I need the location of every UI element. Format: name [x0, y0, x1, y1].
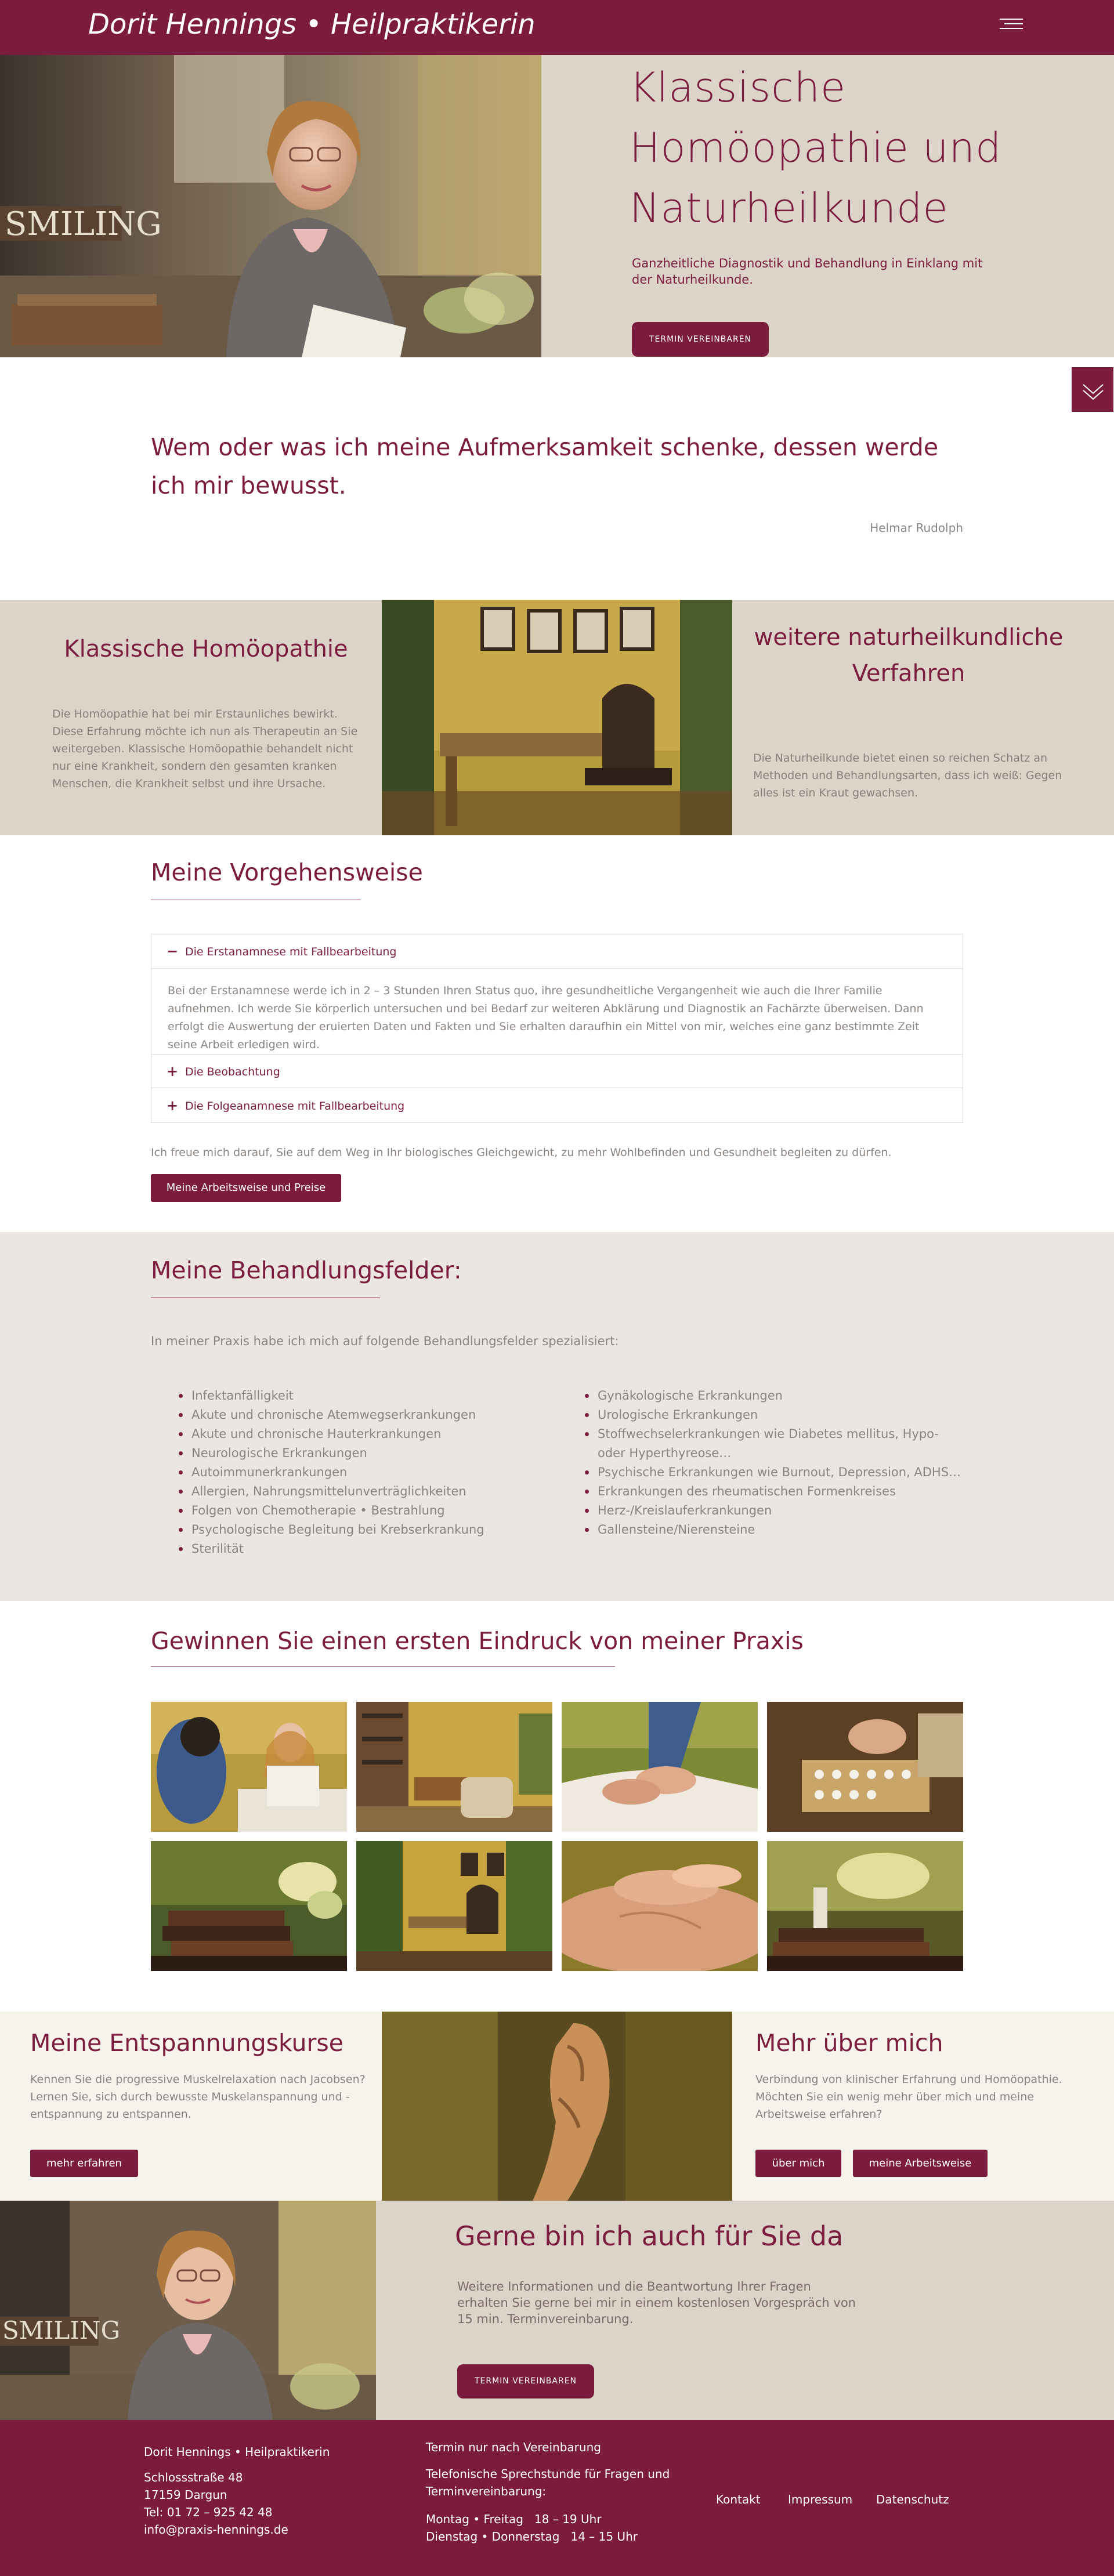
hero-title: Klassische Homöopathie und Naturheilkunde [630, 64, 1002, 232]
accordion-body-text: Bei der Erstanamnese werde ich in 2 – 3 Stunden Ihren Status quo, ihre gesundheitliche Vergangenheit wie auch die Ihrer Familie aufnehmen. Ich werde Sie körperlich untersuchen und bei Bedarf zur weiteren Abklärung und Diagnostik an Fachärzte überweisen. Dann erfolgt die Auswertung der eruierten Daten und Fakten und Sie erhalten daraufhin ein Mittel von mir, welches eine ganz bestimmte Zeit seine Arbeit erledigen wird. [168, 984, 924, 1051]
about-me-button[interactable]: über mich [755, 2150, 841, 2177]
footer-street: Schlossstraße 48 [144, 2470, 243, 2484]
wooden-figure-photo [382, 2012, 732, 2201]
accordion-item-folgeanamnese[interactable] [151, 1089, 963, 1123]
gallery-photo-consultation[interactable] [151, 1702, 347, 1832]
gallery-photo-remedies[interactable] [767, 1702, 963, 1832]
homeopathy-title[interactable]: Klassische Homöopathie [64, 636, 348, 662]
contact-portrait-photo [0, 2201, 376, 2420]
accordion-label: Die Beobachtung [185, 1066, 280, 1078]
svg-text:SMILING: SMILING [2, 2316, 121, 2345]
svg-text:SMILING: SMILING [5, 205, 162, 243]
site-brand[interactable]: Dorit Hennings • Heilpraktikerin [88, 8, 536, 41]
work-method-button[interactable]: meine Arbeitsweise [853, 2150, 988, 2177]
site-footer [0, 2420, 1114, 2576]
list-item: Herz-/Kreislauferkrankungen [584, 1501, 967, 1520]
accordion-item-erstanamnese[interactable] [151, 934, 963, 969]
list-item: Stoffwechselerkrankungen wie Diabetes mellitus, Hypo- oder Hyperthyreose… [584, 1425, 967, 1463]
accordion-label: Die Erstanamnese mit Fallbearbeitung [185, 945, 397, 958]
footer-phone[interactable]: Tel: 01 72 – 925 42 48 [144, 2505, 273, 2519]
gallery-photo-still-life[interactable] [767, 1841, 963, 1971]
list-item: Akute und chronische Atemwegserkrankungen [178, 1405, 537, 1425]
gallery-photo-desk[interactable] [356, 1841, 552, 1971]
gallery-photo-office[interactable] [356, 1702, 552, 1832]
contact-section [0, 2201, 1114, 2420]
hero-subtitle: Ganzheitliche Diagnostik und Behandlung in Einklang mit der Naturheilkunde. [632, 256, 983, 287]
footer-appointment-note: Termin nur nach Vereinbarung [426, 2440, 601, 2454]
footer-hours-title: Telefonische Sprechstunde für Fragen und Terminvereinbarung: [426, 2467, 670, 2498]
list-item: Gynäkologische Erkrankungen [584, 1386, 967, 1405]
footer-hours-1: Montag • Freitag 18 – 19 Uhr [426, 2512, 602, 2526]
footer-email[interactable]: info@praxis-hennings.de [144, 2523, 288, 2537]
fields-title: Meine Behandlungsfelder: [151, 1256, 462, 1284]
list-item: Akute und chronische Hauterkrankungen [178, 1425, 537, 1444]
hero-section [0, 55, 1114, 357]
fields-list-left [178, 1386, 537, 1559]
gallery-title: Gewinnen Sie einen ersten Eindruck von meiner Praxis [151, 1627, 804, 1655]
fields-intro: In meiner Praxis habe ich mich auf folgende Behandlungsfelder spezialisiert: [151, 1334, 619, 1348]
approach-outro: Ich freue mich darauf, Sie auf dem Weg in Ihr biologisches Gleichgewicht, zu mehr Wohlbefinden und Gesundheit begleiten zu dürfen. [151, 1146, 892, 1159]
footer-name: Dorit Hennings • Heilpraktikerin [144, 2445, 330, 2459]
minus-icon: − [167, 943, 179, 959]
gallery-photo-massage[interactable] [562, 1841, 758, 1971]
list-item: Allergien, Nahrungsmittelunverträglichkeiten [178, 1482, 537, 1501]
accordion-item-beobachtung[interactable] [151, 1054, 963, 1088]
plus-icon: + [167, 1063, 179, 1079]
gallery-photo-hand[interactable] [562, 1702, 758, 1832]
footer-link-privacy[interactable]: Datenschutz [876, 2492, 949, 2506]
footer-link-contact[interactable]: Kontakt [716, 2492, 761, 2506]
work-and-prices-button[interactable]: Meine Arbeitsweise und Preise [151, 1174, 341, 1202]
approach-accordion [151, 934, 963, 1123]
list-item: Psychische Erkrankungen wie Burnout, Depression, ADHS… [584, 1463, 967, 1482]
list-item: Folgen von Chemotherapie • Bestrahlung [178, 1501, 537, 1520]
naturopathy-title[interactable]: weitere naturheilkundliche Verfahren [754, 624, 1064, 687]
about-text: Verbindung von klinischer Erfahrung und Homöopathie. Möchten Sie ein wenig mehr über mich und meine Arbeitsweise erfahren? [755, 2073, 1062, 2121]
relaxation-more-button[interactable]: mehr erfahren [30, 2150, 138, 2177]
contact-text: Weitere Informationen und die Beantwortung Ihrer Fragen erhalten Sie gerne bei mir in einem kostenlosen Vorgespräch von 15 min. Terminvereinbarung. [457, 2280, 856, 2326]
accordion-label: Die Folgeanamnese mit Fallbearbeitung [185, 1100, 405, 1113]
list-item: Sterilität [178, 1539, 537, 1559]
hero-portrait-photo [0, 55, 541, 357]
hero-appointment-button[interactable]: TERMIN VEREINBAREN [632, 322, 769, 357]
footer-city: 17159 Dargun [144, 2488, 227, 2502]
list-item: Infektanfälligkeit [178, 1386, 537, 1405]
teaser-section [0, 2012, 1114, 2201]
relaxation-text: Kennen Sie die progressive Muskelrelaxation nach Jacobsen? Lernen Sie, sich durch bewusste Muskelanspannung und -entspannung zu entspannen. [30, 2073, 366, 2121]
plus-icon: + [167, 1097, 179, 1114]
list-item: Erkrankungen des rheumatischen Formenkreises [584, 1482, 967, 1501]
footer-hours-2: Dienstag • Donnerstag 14 – 15 Uhr [426, 2530, 638, 2544]
footer-link-imprint[interactable]: Impressum [788, 2492, 853, 2506]
fields-list-right [584, 1386, 967, 1539]
quote-text: Wem oder was ich meine Aufmerksamkeit schenke, dessen werde ich mir bewusst. [151, 433, 939, 499]
naturopathy-text: Die Naturheilkunde bietet einen so reichen Schatz an Methoden und Behandlungsarten, dass ich weiß: Gegen alles ist ein Kraut gewachsen. [753, 752, 1062, 799]
list-item: Urologische Erkrankungen [584, 1405, 967, 1425]
contact-title: Gerne bin ich auch für Sie da [455, 2220, 844, 2252]
list-item: Psychologische Begleitung bei Krebserkrankung [178, 1520, 537, 1539]
double-chevron-down-icon[interactable] [1071, 367, 1114, 412]
practice-office-photo [382, 600, 732, 835]
list-item: Autoimmunerkrankungen [178, 1463, 537, 1482]
quote-author: Helmar Rudolph [870, 521, 963, 535]
gallery-photo-books[interactable] [151, 1841, 347, 1971]
homeopathy-text: Die Homöopathie hat bei mir Erstaunliches bewirkt. Diese Erfahrung möchte ich nun als Therapeutin an Sie weitergeben. Klassische Homöopathie behandelt nicht nur eine Krankheit, sondern den gesamten kranken Menschen, die Krankheit selbst und ihre Ursache. [52, 708, 358, 790]
relaxation-title: Meine Entspannungskurse [30, 2029, 343, 2057]
about-title: Mehr über mich [755, 2029, 943, 2057]
contact-appointment-button[interactable]: TERMIN VEREINBAREN [457, 2364, 594, 2399]
services-band [0, 600, 1114, 835]
approach-title: Meine Vorgehensweise [151, 858, 423, 886]
list-item: Gallensteine/Nierensteine [584, 1520, 967, 1539]
list-item: Neurologische Erkrankungen [178, 1444, 537, 1463]
hamburger-menu-icon[interactable] [1000, 19, 1024, 36]
site-header [0, 0, 1114, 55]
